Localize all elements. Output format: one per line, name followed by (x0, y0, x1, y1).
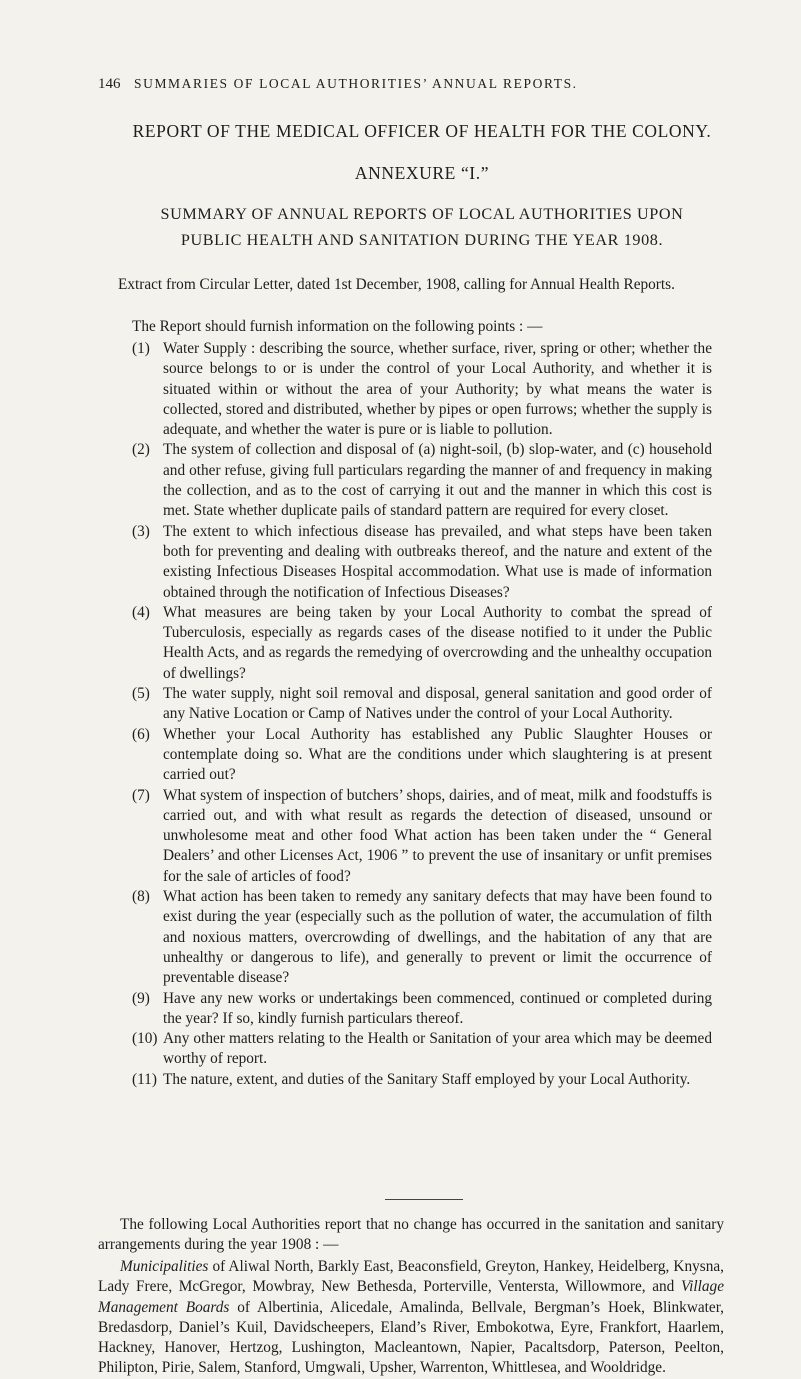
item-number: (11) (132, 1070, 157, 1088)
closing-lead: The following Local Authorities report that no change has occurred in the sanitation and sanitary arrangements during the year 1908 : — (98, 1216, 724, 1254)
item-text: What measures are being taken by your Local Authority to combat the spread of Tuberculosis, especially as regards cases of the disease notified to it under the Public Health Acts, and as regards the remedying of overcrowding and the unhealthy occupation of dwellings? (163, 603, 712, 682)
village-boards-label: Village Management Boards (98, 1278, 724, 1316)
closing-paragraph (98, 1215, 724, 1256)
village-boards-list: of Albertinia, Alicedale, Amalinda, Bellvale, Bergman’s Hoek, Blinkwater, Bredasdorp, Daniel’s Kuil, Davidscheepers, Eland’s River, Embokotwa, Eyre, Frankfort, Haarlem, Hackney, Hanover, Hertzog, Lushington, Macleantown, Napier, Pacaltsdorp, Paterson, Peelton, Philipton, Pirie, Salem, Stanford, Umgwali, Upsher, Warrenton, Whittlesea, and Wooldridge. (98, 1298, 725, 1377)
page-number: 146 (98, 76, 121, 92)
item-number: (2) (132, 441, 150, 459)
item-text: The nature, extent, and duties of the Sanitary Staff employed by your Local Authority. (163, 1070, 691, 1088)
running-head: SUMMARIES OF LOCAL AUTHORITIES’ ANNUAL REPORTS. (134, 76, 578, 91)
list-item (132, 1070, 712, 1090)
item-number: (5) (132, 685, 150, 703)
section-divider (385, 1199, 463, 1200)
item-text: The extent to which infectious disease has prevailed, and what steps have been taken both for preventing and dealing with outbreaks thereof, and the nature and extent of the existing Infectious Diseases Hospital accommodation. What use is made of information obtained through the notification of Infectious Diseases? (163, 522, 712, 601)
list-item (132, 989, 712, 1030)
circular-extract: Extract from Circular Letter, dated 1st December, 1908, calling for Annual Health Reports. (118, 276, 675, 293)
item-text: Water Supply : describing the source, whether surface, river, spring or other; whether the source belongs to or is under the control of your Local Authority, and whether it is situated within or without the area of your Authority; by what means the water is collected, stored and distributed, whether by pipes or open furrows; whether the supply is adequate, and whether the water is pure or is liable to pollution. (163, 340, 712, 439)
item-number: (9) (132, 989, 150, 1007)
item-text: Have any new works or undertakings been commenced, continued or completed during the year? If so, kindly furnish particulars thereof. (163, 989, 712, 1027)
list-lead: The Report should furnish information on the following points : — (132, 318, 543, 335)
item-number: (6) (132, 725, 150, 743)
list-item (132, 603, 712, 684)
item-text: The water supply, night soil removal and disposal, general sanitation and good order of any Native Location or Camp of Natives under the control of your Local Authority. (163, 685, 712, 723)
summary-title-line-2: PUBLIC HEALTH AND SANITATION DURING THE YEAR 1908. (180, 231, 664, 249)
list-item (132, 887, 712, 988)
municipalities-label: Municipalities (120, 1258, 209, 1275)
item-number: (7) (132, 786, 150, 804)
summary-title-line-1: SUMMARY OF ANNUAL REPORTS OF LOCAL AUTHORITIES UPON (160, 205, 684, 223)
item-text: Any other matters relating to the Health or Sanitation of your area which may be deemed worthy of report. (163, 1030, 712, 1068)
item-number: (10) (132, 1030, 158, 1048)
item-text: What system of inspection of butchers’ shops, dairies, and of meat, milk and foodstuffs is carried out, and with what result as regards the detection of diseased, unsound or unwholesome meat and other food What action has been taken under the “ General Dealers’ and other Licenses Act, 1906 ” to prevent the use of insanitary or unfit premises for the sale of articles of food? (163, 786, 712, 885)
municipalities-list: of Aliwal North, Barkly East, Beaconsfield, Greyton, Hankey, Heidelberg, Knysna, Lady Frere, McGregor, Mowbray, New Bethesda, Porterville, Ventersta, Willowmore, and (98, 1258, 724, 1296)
authorities-paragraph (98, 1257, 724, 1379)
item-number: (1) (132, 340, 150, 357)
annexure-title: ANNEXURE “I.” (354, 163, 490, 183)
list-item (132, 786, 712, 887)
list-item (132, 1029, 712, 1070)
points-list (132, 339, 712, 1090)
item-number: (4) (132, 603, 150, 621)
list-item (132, 684, 712, 725)
item-number: (8) (132, 888, 150, 906)
report-title: REPORT OF THE MEDICAL OFFICER OF HEALTH FOR THE COLONY. (132, 121, 712, 141)
item-text: What action has been taken to remedy any sanitary defects that may have been found to exist during the year (especially such as the pollution of water, the accumulation of filth and noxious matters, overcrowding of dwellings, and the habitation of any that are unhealthy or dangerous to life), and generally to prevent or limit the occurrence of preventable disease? (163, 888, 712, 987)
item-text: Whether your Local Authority has established any Public Slaughter Houses or contemplate doing so. What are the conditions under which slaughtering is at present carried out? (163, 725, 712, 784)
item-number: (3) (132, 522, 150, 540)
item-text: The system of collection and disposal of (a) night-soil, (b) slop-water, and (c) household and other refuse, giving full particulars regarding the manner of and frequency in making the collection, and as to the cost of carrying it out and the manner in which this cost is met. State whether duplicate pails of standard pattern are required for every closet. (163, 441, 712, 520)
list-item (132, 440, 712, 521)
list-item (132, 339, 712, 440)
list-item (132, 522, 712, 603)
list-item (132, 725, 712, 786)
